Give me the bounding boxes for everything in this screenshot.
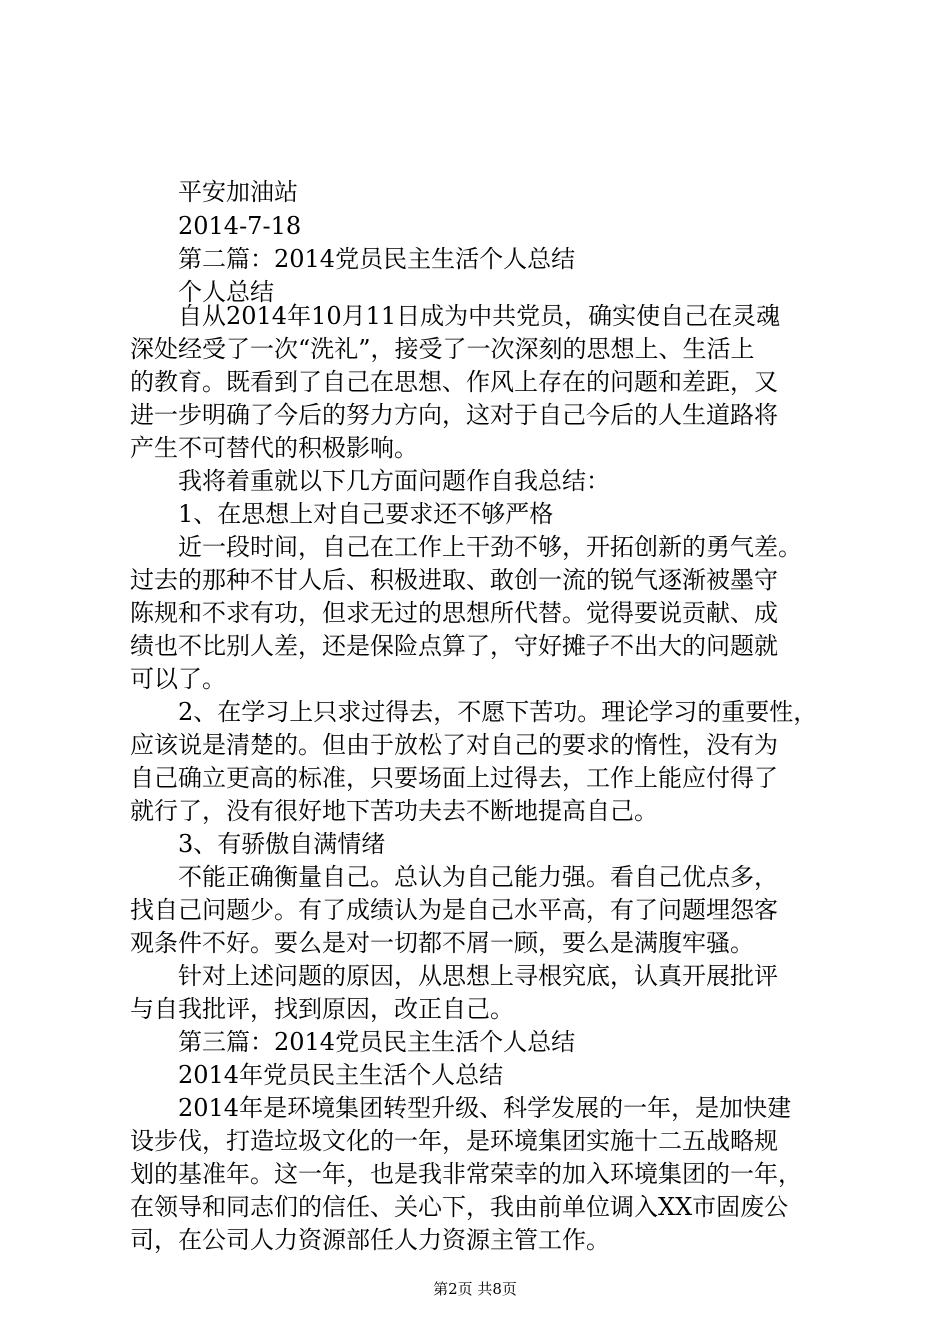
text-line: 观条件不好。要么是对一切都不屑一顾，要么是满腹牢骚。 xyxy=(130,929,754,957)
text-line: 在领导和同志们的信任、关心下，我由前单位调入XX市固废公 xyxy=(130,1193,789,1221)
text-line: 可以了。 xyxy=(130,665,226,693)
text-line: 第二篇：2014党员民主生活个人总结 xyxy=(130,245,576,273)
text-line: 近一段时间，自己在工作上干劲不够，开拓创新的勇气差。 xyxy=(130,533,802,561)
text-line: 过去的那种不甘人后、积极进取、敢创一流的锐气逐渐被墨守 xyxy=(130,566,778,594)
text-line: 2、在学习上只求过得去，不愿下苦功。理论学习的重要性， xyxy=(130,698,818,726)
text-line: 自从2014年10月11日成为中共党员，确实使自己在灵魂 xyxy=(130,302,781,330)
text-line: 就行了，没有很好地下苦功夫去不断地提高自己。 xyxy=(130,797,658,825)
text-line: 的教育。既看到了自己在思想、作风上存在的问题和差距，又 xyxy=(130,368,778,396)
text-line: 第三篇：2014党员民主生活个人总结 xyxy=(130,1028,576,1056)
text-line: 深处经受了一次“洗礼”，接受了一次深刻的思想上、生活上 xyxy=(130,335,755,363)
text-line: 2014年党员民主生活个人总结 xyxy=(130,1061,504,1089)
text-line: 划的基准年。这一年，也是我非常荣幸的加入环境集团的一年， xyxy=(130,1160,802,1188)
text-line: 与自我批评，找到原因，改正自己。 xyxy=(130,995,514,1023)
text-line: 1、在思想上对自己要求还不够严格 xyxy=(130,500,554,528)
text-line: 应该说是清楚的。但由于放松了对自己的要求的惰性，没有为 xyxy=(130,731,778,759)
text-line: 2014-7-18 xyxy=(130,212,302,240)
text-line: 司，在公司人力资源部任人力资源主管工作。 xyxy=(130,1226,610,1254)
text-line: 设步伐，打造垃圾文化的一年，是环境集团实施十二五战略规 xyxy=(130,1127,778,1155)
text-line: 平安加油站 xyxy=(130,178,298,206)
text-line: 绩也不比别人差，还是保险点算了，守好摊子不出大的问题就 xyxy=(130,632,778,660)
page-number-footer: 第2页 共8页 xyxy=(433,1280,517,1298)
text-line: 不能正确衡量自己。总认为自己能力强。看自己优点多， xyxy=(130,863,778,891)
text-line: 陈规和不求有功，但求无过的思想所代替。觉得要说贡献、成 xyxy=(130,599,778,627)
text-line: 找自己问题少。有了成绩认为是自己水平高，有了问题埋怨客 xyxy=(130,896,778,924)
text-line: 2014年是环境集团转型升级、科学发展的一年，是加快建 xyxy=(130,1094,792,1122)
text-line: 3、有骄傲自满情绪 xyxy=(130,830,386,858)
text-line: 产生不可替代的积极影响。 xyxy=(130,434,418,462)
text-line: 我将着重就以下几方面问题作自我总结： xyxy=(130,467,610,495)
text-line: 自己确立更高的标准，只要场面上过得去，工作上能应付得了 xyxy=(130,764,778,792)
text-line: 针对上述问题的原因，从思想上寻根究底，认真开展批评 xyxy=(130,962,778,990)
text-line: 个人总结 xyxy=(130,278,274,306)
text-line: 进一步明确了今后的努力方向，这对于自己今后的人生道路将 xyxy=(130,401,778,429)
